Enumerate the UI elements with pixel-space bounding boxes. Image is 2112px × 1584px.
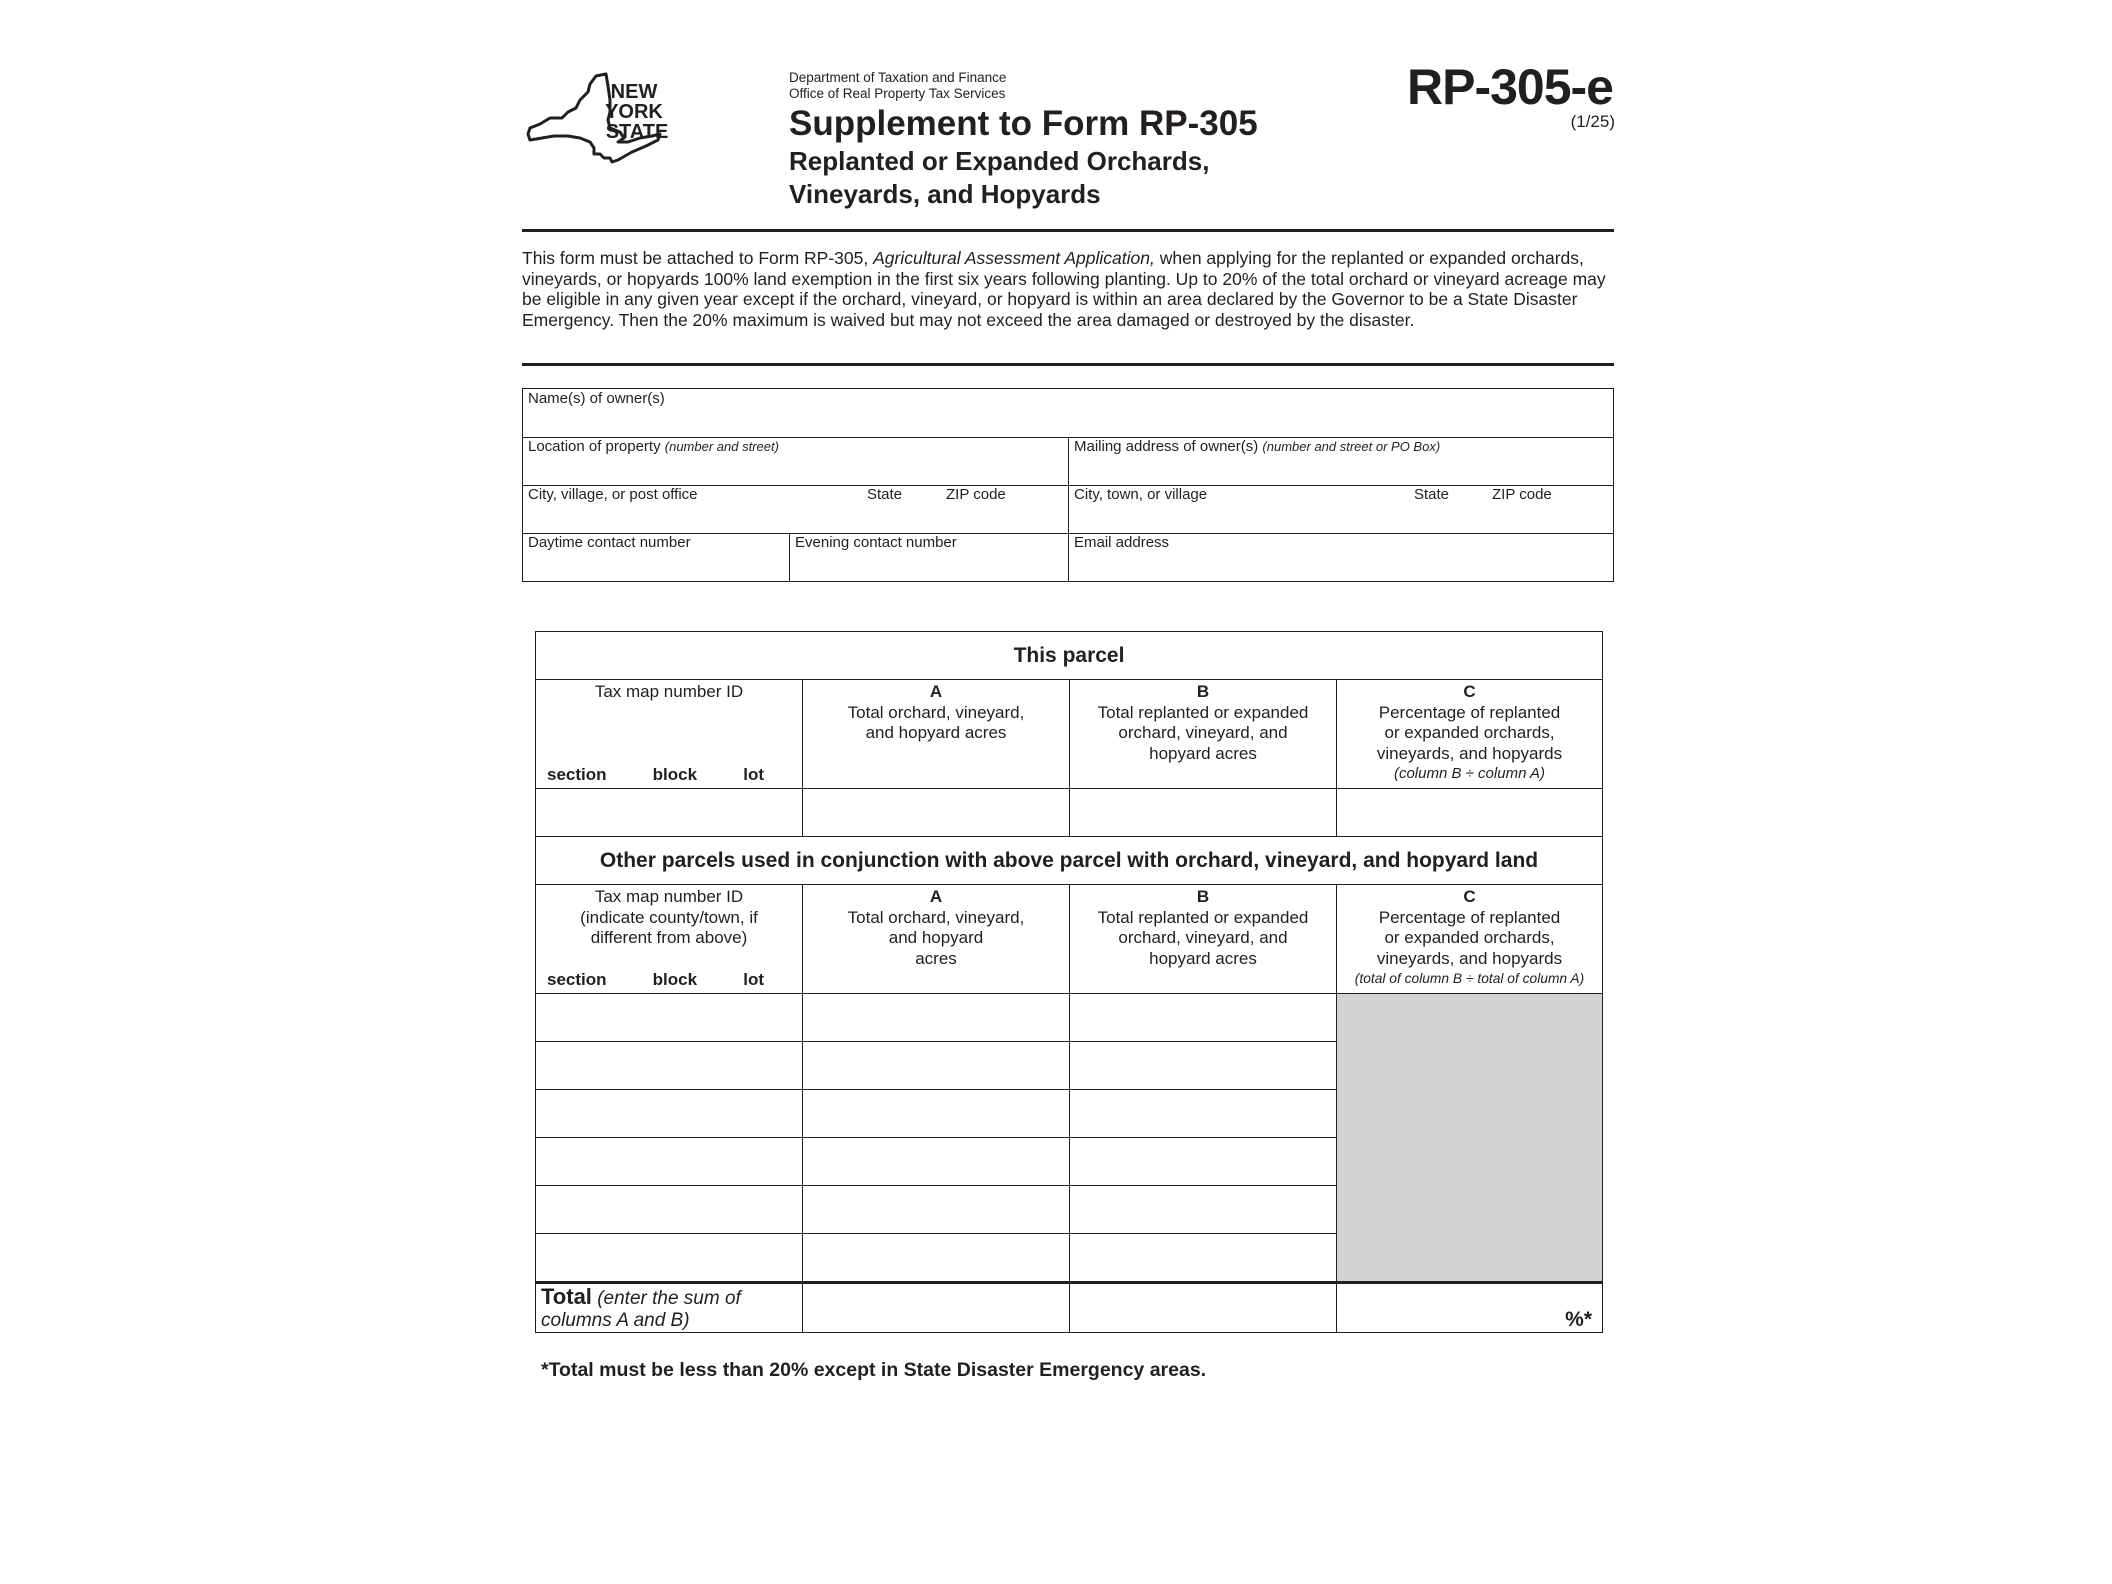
header-rule: [522, 229, 1614, 232]
other-parcel-col-a-cell[interactable]: [803, 1186, 1070, 1234]
other-parcel-col-b-cell[interactable]: [1070, 1090, 1337, 1138]
form-title: Supplement to Form RP-305: [789, 104, 1258, 143]
other-parcel-tax-map-cell[interactable]: [536, 1042, 803, 1090]
department-name: Department of Taxation and Finance Office of Real Property Tax Services: [789, 70, 1007, 101]
property-city-field[interactable]: City, village, or post office: [528, 486, 698, 503]
email-field[interactable]: Email address: [1074, 534, 1170, 551]
other-column-b-header: B Total replanted or expanded orchard, vineyard, and hopyard acres: [1070, 885, 1337, 994]
mailing-state-field[interactable]: State: [1414, 486, 1450, 503]
other-parcel-tax-map-cell[interactable]: [536, 994, 803, 1042]
intro-rule: [522, 363, 1614, 366]
column-b-header: B Total replanted or expanded orchard, vineyard, and hopyard acres: [1070, 680, 1337, 789]
svg-text:NEW: NEW: [610, 81, 658, 103]
other-parcel-col-a-cell[interactable]: [803, 994, 1070, 1042]
property-state-field[interactable]: State: [867, 486, 903, 503]
form-subtitle: Replanted or Expanded Orchards, Vineyards, and Hopyards: [789, 146, 1210, 209]
form-number: RP-305-e: [1407, 59, 1613, 115]
other-parcel-tax-map-cell[interactable]: [536, 1234, 803, 1283]
other-parcel-col-b-cell[interactable]: [1070, 1138, 1337, 1186]
column-a-header: A Total orchard, vineyard, and hopyard acres: [803, 680, 1070, 789]
revision-date: (1/25): [1570, 112, 1615, 131]
other-parcel-col-b-cell[interactable]: [1070, 994, 1337, 1042]
this-parcel-heading: This parcel: [536, 632, 1603, 680]
mailing-address-field[interactable]: Mailing address of owner(s) (number and street or PO Box): [1074, 438, 1441, 455]
total-col-a-cell[interactable]: [803, 1283, 1070, 1333]
other-parcel-col-b-cell[interactable]: [1070, 1186, 1337, 1234]
percent-symbol: %*: [1565, 1308, 1593, 1331]
this-parcel-col-b-cell[interactable]: [1070, 789, 1337, 837]
total-percentage-cell[interactable]: [1337, 1283, 1603, 1333]
other-parcel-tax-map-cell[interactable]: [536, 1138, 803, 1186]
other-parcels-heading: Other parcels used in conjunction with above parcel with orchard, vineyard, and hopyard land: [536, 837, 1603, 885]
mailing-city-field[interactable]: City, town, or village: [1074, 486, 1208, 503]
parcel-table: [535, 631, 1603, 1333]
this-parcel-col-c-cell[interactable]: [1337, 789, 1603, 837]
total-label: Total (enter the sum of columns A and B): [536, 1283, 803, 1333]
other-column-a-header: A Total orchard, vineyard, and hopyard acres: [803, 885, 1070, 994]
svg-text:YORK: YORK: [605, 101, 663, 123]
other-parcel-tax-map-cell[interactable]: [536, 1186, 803, 1234]
other-parcel-tax-map-cell[interactable]: [536, 1090, 803, 1138]
other-tax-map-header: Tax map number ID (indicate county/town, if different from above) section block lot: [536, 885, 803, 994]
property-zip-field[interactable]: ZIP code: [946, 486, 1006, 503]
mailing-zip-field[interactable]: ZIP code: [1492, 486, 1552, 503]
total-col-b-cell[interactable]: [1070, 1283, 1337, 1333]
svg-text:STATE: STATE: [605, 121, 669, 143]
tax-map-header: Tax map number ID section block lot: [536, 680, 803, 789]
evening-phone-field[interactable]: Evening contact number: [795, 534, 957, 551]
owner-names-field[interactable]: Name(s) of owner(s): [528, 390, 665, 407]
intro-paragraph: This form must be attached to Form RP-305, Agricultural Assessment Application, when applying for the replanted or expanded orchards, vineyards, or hopyards 100% land exemption in the first six years following planting. Up to 20% of the total orchard or vineyard acreage may be eligible in any given year except if the orchard, vineyard, or hopyard is within an area declared by the Governor to be a State Disaster Emergency. Then the 20% maximum is waived but may not exceed the area damaged or destroyed by the disaster.: [522, 248, 1606, 330]
footnote: *Total must be less than 20% except in State Disaster Emergency areas.: [541, 1359, 1207, 1381]
column-c-header: C Percentage of replanted or expanded orchards, vineyards, and hopyards (column B ÷ column A): [1337, 680, 1603, 789]
new-york-state-logo: [520, 66, 680, 166]
this-parcel-col-a-cell[interactable]: [803, 789, 1070, 837]
other-parcel-col-a-cell[interactable]: [803, 1138, 1070, 1186]
other-parcel-col-b-cell[interactable]: [1070, 1042, 1337, 1090]
daytime-phone-field[interactable]: Daytime contact number: [528, 534, 691, 551]
other-parcel-col-a-cell[interactable]: [803, 1042, 1070, 1090]
owner-info-box: [522, 388, 1614, 582]
this-parcel-tax-map-cell[interactable]: [536, 789, 803, 837]
shaded-column-c-area: [1337, 994, 1603, 1283]
property-location-field[interactable]: Location of property (number and street): [528, 438, 779, 455]
other-parcel-col-a-cell[interactable]: [803, 1234, 1070, 1283]
other-parcel-col-b-cell[interactable]: [1070, 1234, 1337, 1283]
other-parcel-col-a-cell[interactable]: [803, 1090, 1070, 1138]
other-column-c-header: C Percentage of replanted or expanded orchards, vineyards, and hopyards (total of column B ÷ total of column A): [1337, 885, 1603, 994]
